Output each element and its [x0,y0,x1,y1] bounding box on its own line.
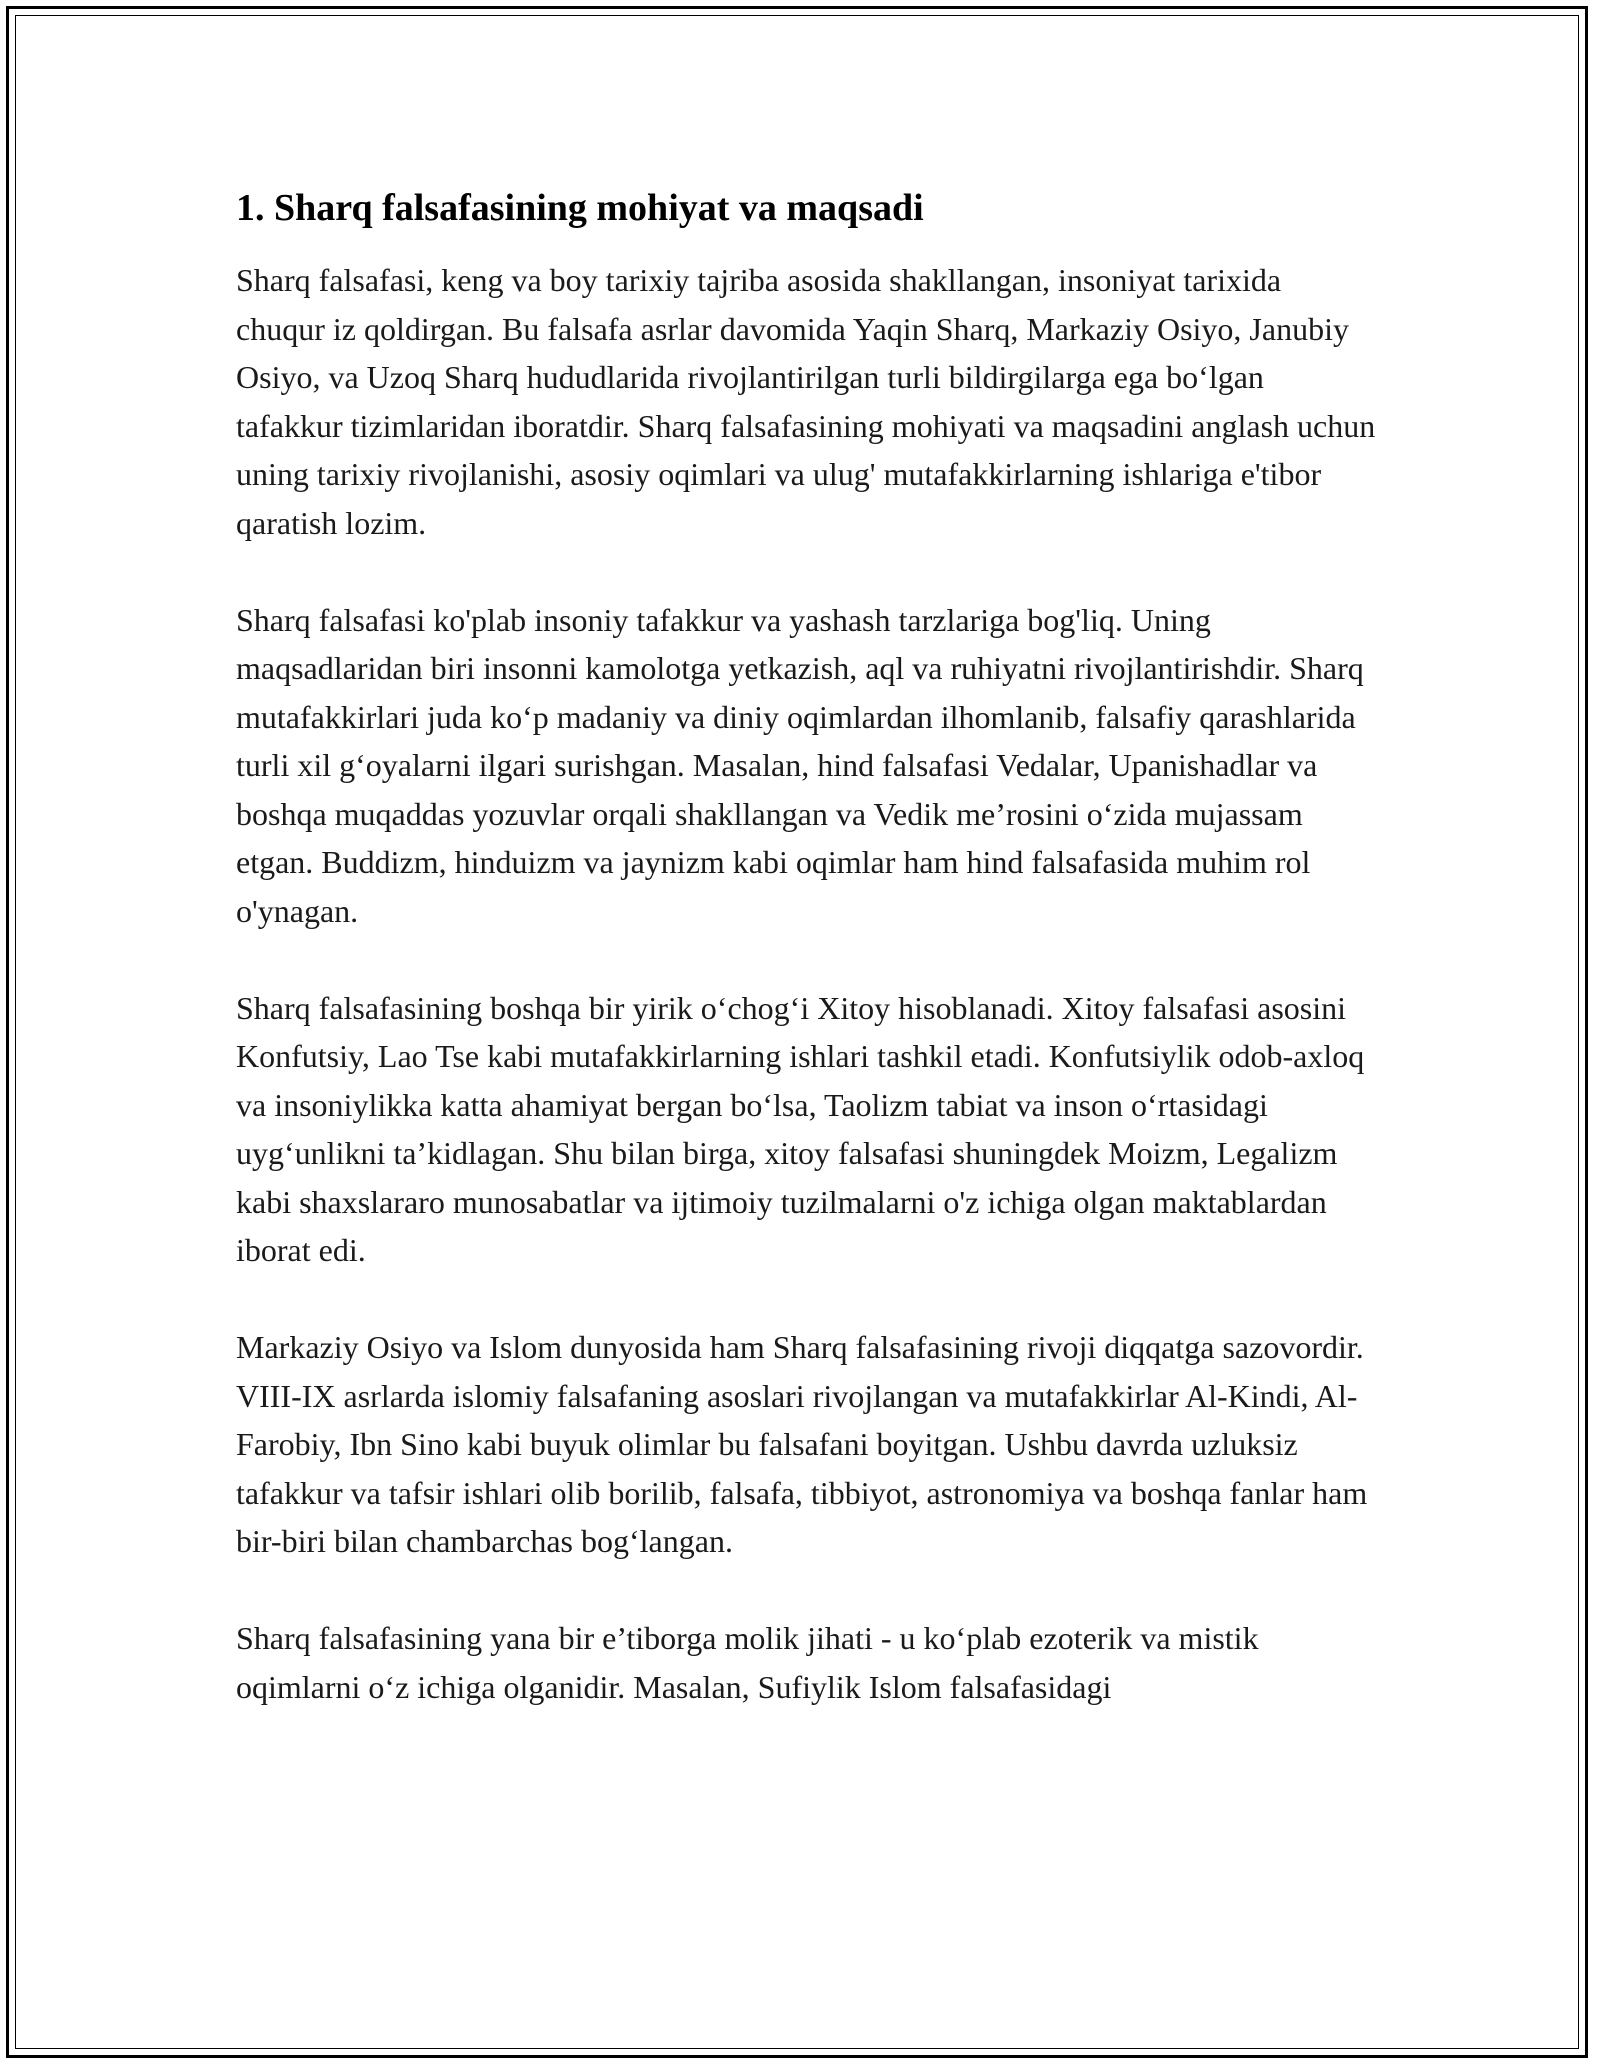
document-body [236,184,1376,1760]
section-heading: 1. Sharq falsafasining mohiyat va maqsadi [236,187,924,229]
paragraph-3: Sharq falsafasining boshqa bir yirik o‘chog‘i Xitoy hisoblanadi. Xitoy falsafasi asosini Konfutsiy, Lao Tse kabi mutafakkirlarning ishlari tashkil etadi. Konfutsiylik odob-axloq va insoniylikka katta ahamiyat bergan bo‘lsa, Taolizm tabiat va inson o‘rtasidagi uyg‘unlikni ta’kidlagan. Shu bilan birga, xitoy falsafasi shuningdek Moizm, Legalizm kabi shaxslararo munosabatlar va ijtimoiy tuzilmalarni o'z ichiga olgan maktablardan iborat edi. [236,989,1365,1268]
paragraph-2: Sharq falsafasi ko'plab insoniy tafakkur va yashash tarzlariga bog'liq. Uning maqsadlaridan biri insonni kamolotga yetkazish, aql va ruhiyatni rivojlantirishdir. Sharq mutafakkirlari juda ko‘p madaniy va diniy oqimlardan ilhomlanib, falsafiy qarashlarida turli xil g‘oyalarni ilgari surishgan. Masalan, hind falsafasi Vedalar, Upanishadlar va boshqa muqaddas yozuvlar orqali shakllangan va Vedik me’rosini o‘zida mujassam etgan. Buddizm, hinduizm va jaynizm kabi oqimlar ham hind falsafasida muhim rol o'ynagan. [236,601,1364,929]
paragraph-1: Sharq falsafasi, keng va boy tarixiy tajriba asosida shakllangan, insoniyat tarixida chuqur iz qoldirgan. Bu falsafa asrlar davomida Yaqin Sharq, Markaziy Osiyo, Janubiy Osiyo, va Uzoq Sharq hududlarida rivojlantirilgan turli bildirgilarga ega bo‘lgan tafakkur tizimlaridan iboratdir. Sharq falsafasining mohiyati va maqsadini anglash uchun uning tarixiy rivojlanishi, asosiy oqimlari va ulug' mutafakkirlarning ishlariga e'tibor qaratish lozim. [236,262,1376,541]
paragraph-4: Markaziy Osiyo va Islom dunyosida ham Sharq falsafasining rivoji diqqatga sazovordir. VIII-IX asrlarda islomiy falsafaning asoslari rivojlangan va mutafakkirlar Al-Kindi, Al-Farobiy, Ibn Sino kabi buyuk olimlar bu falsafani boyitgan. Ushbu davrda uzluksiz tafakkur va tafsir ishlari olib borilib, falsafa, tibbiyot, astronomiya va boshqa fanlar ham bir-biri bilan chambarchas bog‘langan. [236,1329,1368,1559]
paragraph-5: Sharq falsafasining yana bir e’tiborga molik jihati - u ko‘plab ezoterik va mistik oqimlarni o‘z ichiga olganidir. Masalan, Sufiylik Islom falsafasidagi [236,1620,1259,1705]
